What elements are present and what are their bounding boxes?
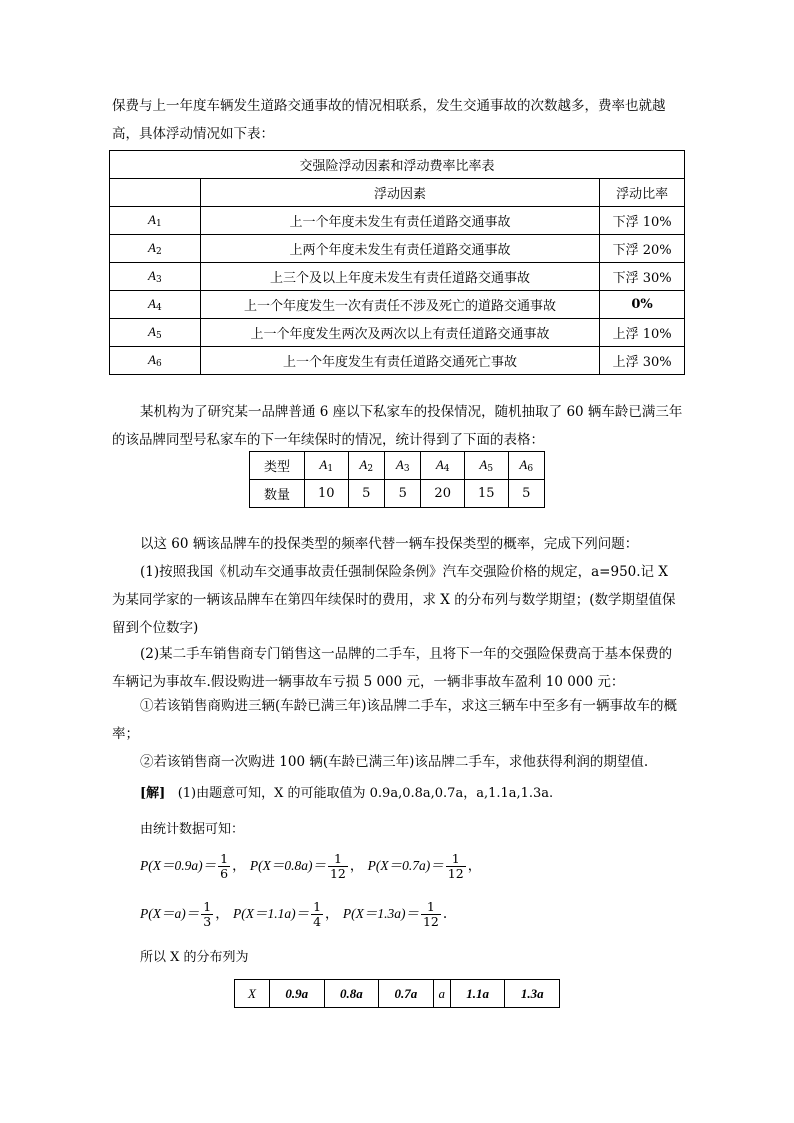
row-factor: 上两个年度未发生有责任道路交通事故 <box>200 235 600 263</box>
row-factor: 上一个年度发生一次有责任不涉及死亡的道路交通事故 <box>200 291 600 319</box>
rate-table <box>109 150 685 375</box>
dist-cell: 1.1a <box>450 980 505 1008</box>
row-factor: 上一个年度发生有责任道路交通死亡事故 <box>200 347 600 375</box>
question-1: (1)按照我国《机动车交通事故责任强制保险条例》汽车交强险价格的规定，a=950.记 X 为某同学家的一辆该品牌车在第四年续保时的费用，求 X 的分布列与数学期望；(数学期望值保留到个位数字) <box>112 564 676 636</box>
count-table <box>249 451 545 508</box>
fraction: $\frac{1}{12}$ <box>422 899 439 929</box>
count-cell: 5 <box>348 480 384 508</box>
dist-cell: X <box>235 980 270 1008</box>
row-rate: 下浮 30% <box>600 263 685 291</box>
dist-cell: a <box>433 980 450 1008</box>
type-cell: $A_4$ <box>421 452 465 480</box>
type-cell: $A_3$ <box>384 452 420 480</box>
count-table-type-label: 类型 <box>250 452 305 480</box>
count-cell: 5 <box>384 480 420 508</box>
rate-table-corner <box>110 179 201 207</box>
row-factor: 上一个年度发生两次及两次以上有责任道路交通事故 <box>200 319 600 347</box>
row-rate: 下浮 10% <box>600 207 685 235</box>
row-factor: 上一个年度未发生有责任道路交通事故 <box>200 207 600 235</box>
type-cell: $A_5$ <box>464 452 508 480</box>
type-cell: $A_2$ <box>348 452 384 480</box>
row-code: $A_6$ <box>110 347 201 375</box>
row-rate: 0% <box>600 291 685 319</box>
row-rate: 上浮 30% <box>600 347 685 375</box>
count-cell: 15 <box>464 480 508 508</box>
table-row <box>110 263 685 291</box>
solution-line-3: 所以 X 的分布列为 <box>140 950 249 965</box>
table-row <box>110 235 685 263</box>
intro-paragraph: 保费与上一年度车辆发生道路交通事故的情况相联系，发生交通事故的次数越多，费率也就越高，具体浮动情况如下表： <box>112 98 666 142</box>
prob-line-2: P(X＝a)＝ $\frac{1}{3}$ ， P(X＝1.1a)＝ $\frac{1}{4}$ ， P(X＝1.3a)＝ $\frac{1}{12}$ . <box>140 899 448 929</box>
count-cell: 10 <box>305 480 349 508</box>
fraction: $\frac{1}{3}$ <box>203 899 212 929</box>
row-code: $A_3$ <box>110 263 201 291</box>
count-table-count-label: 数量 <box>250 480 305 508</box>
fraction: $\frac{1}{4}$ <box>313 899 322 929</box>
fraction: $\frac{1}{12}$ <box>447 851 464 881</box>
question-2a: ①若该销售商购进三辆(车龄已满三年)该品牌二手车，求这三辆车中至多有一辆事故车的概率； <box>112 698 678 742</box>
table-row <box>110 319 685 347</box>
row-code: $A_2$ <box>110 235 201 263</box>
row-code: $A_5$ <box>110 319 201 347</box>
type-cell: $A_6$ <box>508 452 544 480</box>
question-2b: ②若该销售商一次购进 100 辆(车龄已满三年)该品牌二手车，求他获得利润的期望值. <box>140 754 649 770</box>
dist-cell: 0.7a <box>379 980 434 1008</box>
type-cell: $A_1$ <box>305 452 349 480</box>
dist-cell: 1.3a <box>505 980 560 1008</box>
row-code: $A_1$ <box>110 207 201 235</box>
dist-cell: 0.9a <box>270 980 325 1008</box>
row-rate: 上浮 10% <box>600 319 685 347</box>
dist-cell: 0.8a <box>324 980 379 1008</box>
solution-text-1: (1)由题意可知，X 的可能取值为 0.9a,0.8a,0.7a，a,1.1a,1.3a. <box>177 786 554 801</box>
table-row <box>110 207 685 235</box>
study-paragraph: 某机构为了研究某一品牌普通 6 座以下私家车的投保情况，随机抽取了 60 辆车龄已满三年的该品牌同型号私家车的下一年续保时的情况，统计得到了下面的表格： <box>112 404 683 448</box>
row-code: $A_4$ <box>110 291 201 319</box>
table-row <box>110 347 685 375</box>
count-cell: 20 <box>421 480 465 508</box>
solution-tag: [解] <box>140 786 166 801</box>
row-rate: 下浮 20% <box>600 235 685 263</box>
distribution-table <box>234 979 560 1008</box>
rate-table-header-rate: 浮动比率 <box>600 179 685 207</box>
rate-table-header-factor: 浮动因素 <box>200 179 600 207</box>
table-row <box>110 291 685 319</box>
solution-line-2: 由统计数据可知： <box>140 822 245 837</box>
solution-line-1 <box>112 780 684 808</box>
prob-line-1: P(X＝0.9a)＝ $\frac{1}{6}$ ， P(X＝0.8a)＝ $\frac{1}{12}$ ， P(X＝0.7a)＝ $\frac{1}{12}$ ， <box>140 851 482 881</box>
question-lead: 以这 60 辆该品牌车的投保类型的频率代替一辆车投保类型的概率，完成下列问题： <box>140 536 639 552</box>
rate-table-title: 交强险浮动因素和浮动费率比率表 <box>110 151 685 179</box>
fraction: $\frac{1}{12}$ <box>329 851 346 881</box>
row-factor: 上三个及以上年度未发生有责任道路交通事故 <box>200 263 600 291</box>
fraction: $\frac{1}{6}$ <box>220 851 229 881</box>
count-cell: 5 <box>508 480 544 508</box>
question-2: (2)某二手车销售商专门销售这一品牌的二手车，且将下一年的交强险保费高于基本保费的车辆记为事故车.假设购进一辆事故车亏损 5 000 元，一辆非事故车盈利 10 000 元： <box>112 646 673 690</box>
